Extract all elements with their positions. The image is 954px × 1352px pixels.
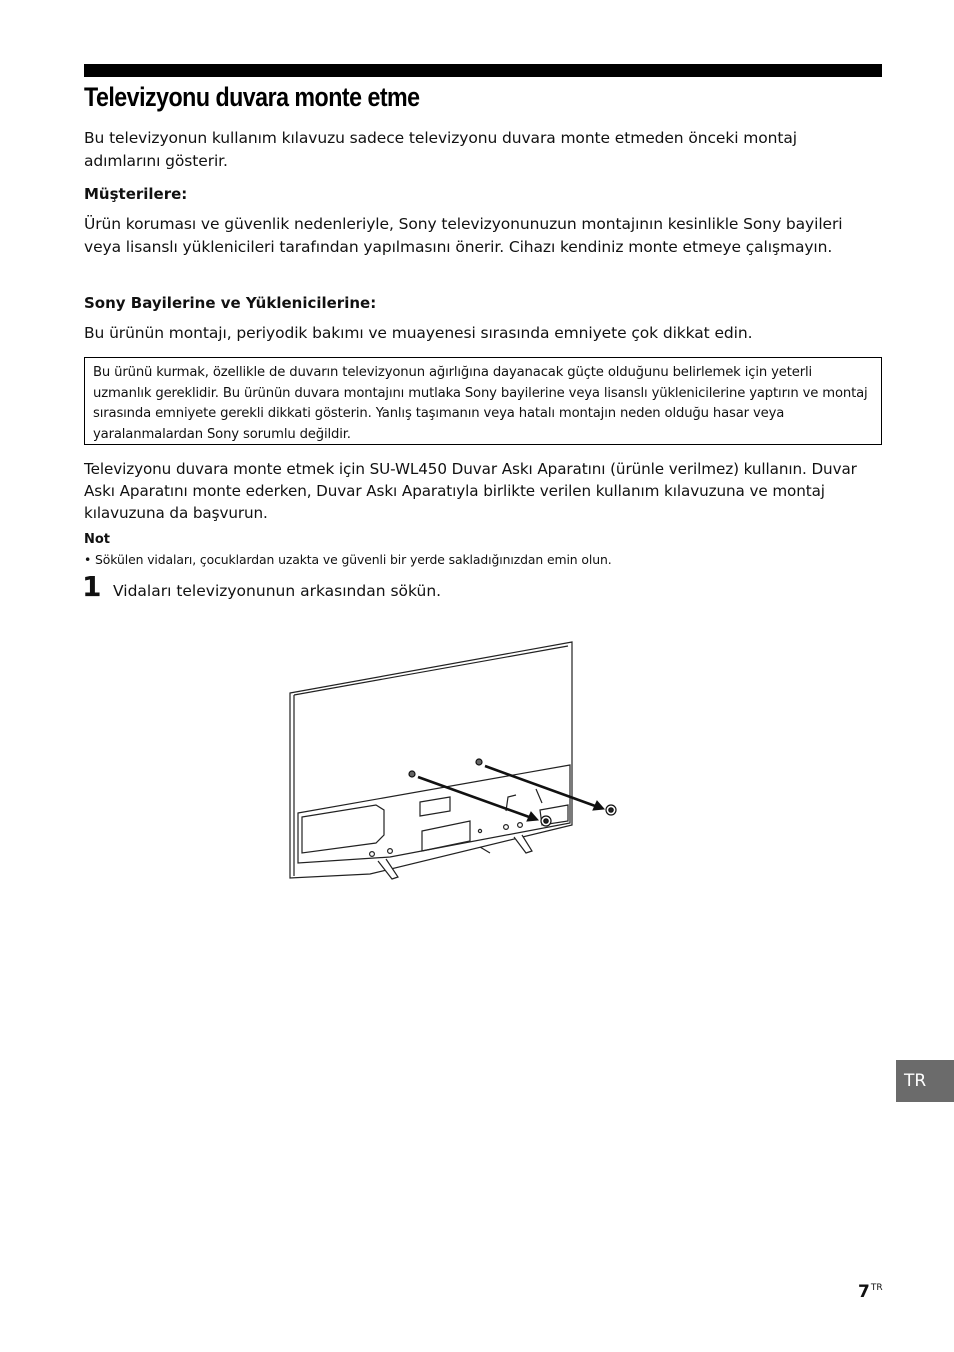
tv-back-screws-illustration <box>280 635 630 885</box>
warning-box: Bu ürünü kurmak, özellikle de duvarın televizyonun ağırlığına dayanacak güçte olduğunu belirlemek için yeterli uzmanlık gereklidir. Bu ürünün duvara montajını mutlaka Sony bayilerine veya lisanslı yüklenicilerine yaptırın ve montaj sırasında emniyete gerekli dikkati gösterin. Yanlış taşımanın veya hatalı montajın neden olduğu hasar veya yaralanmalardan Sony sorumlu değildir. <box>84 357 882 445</box>
heading-rule <box>84 64 882 77</box>
page-title: Televizyonu duvara monte etme <box>84 82 420 112</box>
customers-paragraph: Ürün koruması ve güvenlik nedenleriyle, Sony televizyonunuzun montajının kesinlikle Sony bayileri veya lisanslı yüklenicileri tarafından yapılmasını önerir. Cihazı kendiniz monte etmeye çalışmayın. <box>84 215 843 256</box>
dealers-paragraph: Bu ürünün montajı, periyodik bakımı ve muayenesi sırasında emniyete çok dikkat edin. <box>84 324 753 342</box>
page-number-value: 7 <box>858 1282 870 1302</box>
customers-heading: Müşterilere: <box>84 185 188 203</box>
note-bullet: • Sökülen vidaları, çocuklardan uzakta ve güvenli bir yerde sakladığınızdan emin olun. <box>84 552 612 567</box>
step-number: 1 <box>82 570 102 603</box>
page-number-suffix: TR <box>870 1283 883 1293</box>
step-instruction: Vidaları televizyonunun arkasından sökün. <box>113 582 442 600</box>
dealers-heading: Sony Bayilerine ve Yüklenicilerine: <box>84 294 377 312</box>
language-tab: TR <box>896 1060 954 1102</box>
page-number <box>858 1282 883 1302</box>
intro-paragraph: Bu televizyonun kullanım kılavuzu sadece televizyonu duvara monte etmeden önceki montaj adımlarını gösterir. <box>84 129 797 170</box>
note-heading: Not <box>84 532 111 547</box>
bracket-paragraph: Televizyonu duvara monte etmek için SU-WL450 Duvar Askı Aparatını (ürünle verilmez) kullanın. Duvar Askı Aparatını monte ederken, Duvar Askı Aparatıyla birlikte verilen kullanım kılavuzuna ve montaj kılavuzuna da başvurun. <box>84 460 857 522</box>
